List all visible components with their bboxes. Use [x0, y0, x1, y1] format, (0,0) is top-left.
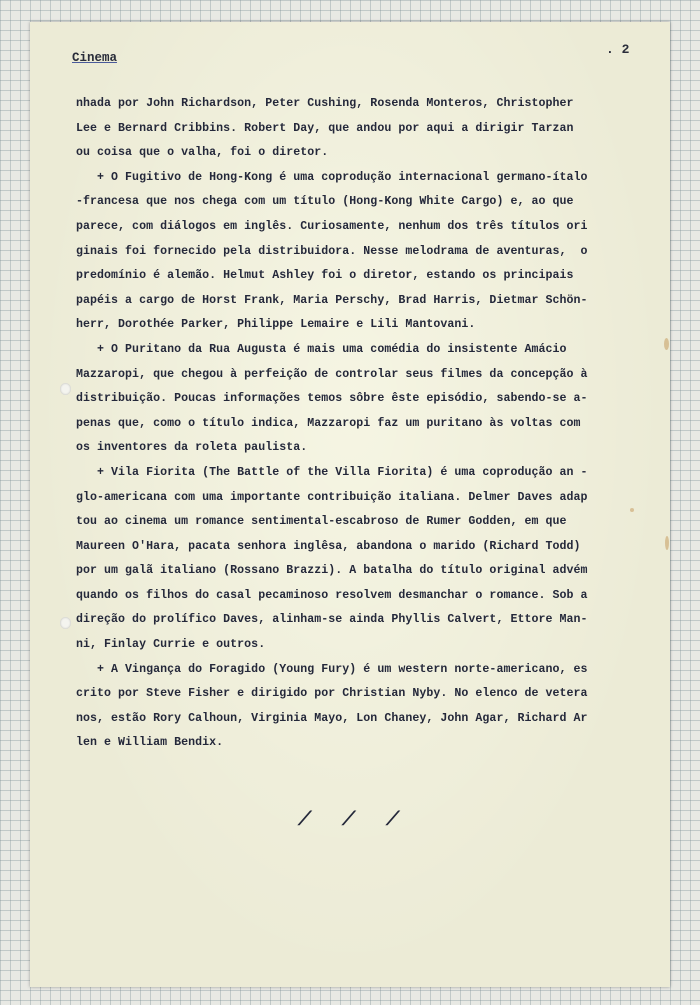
text-line: quando os filhos do casal pecaminoso resolvem desmanchar o romance. Sob a: [76, 588, 588, 602]
text-line: os inventores da roleta paulista.: [76, 441, 308, 455]
punch-hole: [60, 617, 71, 629]
page-number: . 2: [606, 42, 630, 57]
stain-mark: [665, 536, 669, 550]
text-line: direção do prolífico Daves, alinham-se ainda Phyllis Calvert, Ettore Man-: [76, 613, 588, 627]
text-line: nos, estão Rory Calhoun, Virginia Mayo, Lon Chaney, John Agar, Richard Ar: [76, 711, 588, 725]
text-line: distribuição. Poucas informações temos sôbre êste episódio, sabendo-se a-: [76, 392, 588, 406]
text-line: nhada por John Richardson, Peter Cushing, Rosenda Monteros, Christopher: [76, 97, 574, 110]
text-line: -francesa que nos chega com um título (Hong-Kong White Cargo) e, ao que: [76, 195, 574, 209]
text-line: por um galã italiano (Rossano Brazzi). A batalha do título original advém: [76, 564, 588, 578]
text-line: Mazzaropi, que chegou à perfeição de controlar seus filmes da concepção à: [76, 367, 588, 381]
text-line: glo-americana com uma importante contribuição italiana. Delmer Daves adap: [76, 490, 588, 504]
text-line: Maureen O'Hara, pacata senhora inglêsa, abandona o marido (Richard Todd): [76, 539, 581, 553]
text-line: + A Vingança do Foragido (Young Fury) é um western norte-americano, es: [76, 662, 588, 676]
punch-hole: [60, 383, 71, 395]
text-line: parece, com diálogos em inglês. Curiosamente, nenhum dos três títulos ori: [76, 219, 588, 233]
section-title: Cinema: [72, 51, 118, 65]
text-line: crito por Steve Fisher e dirigido por Christian Nyby. No elenco de vetera: [76, 687, 588, 701]
text-line: ou coisa que o valha, foi o diretor.: [76, 146, 329, 160]
text-line: len e William Bendix.: [76, 736, 224, 750]
text-line: ni, Finlay Currie e outros.: [76, 638, 266, 652]
stain-mark: [664, 338, 669, 350]
body-text: [76, 92, 646, 756]
closing-mark: / / /: [294, 809, 412, 832]
typewritten-page: [30, 22, 670, 987]
text-line: herr, Dorothée Parker, Philippe Lemaire e Lili Mantovani.: [76, 318, 476, 332]
text-line: Lee e Bernard Cribbins. Robert Day, que andou por aqui a dirigir Tarzan: [76, 121, 574, 135]
text-line: ginais foi fornecido pela distribuidora. Nesse melodrama de aventuras, o: [76, 244, 588, 258]
text-line: tou ao cinema um romance sentimental-escabroso de Rumer Godden, em que: [76, 515, 567, 529]
text-line: + O Fugitivo de Hong-Kong é uma coprodução internacional germano-ítalo: [76, 170, 588, 184]
text-line: predomínio é alemão. Helmut Ashley foi o diretor, estando os principais: [76, 269, 574, 283]
text-line: + O Puritano da Rua Augusta é mais uma comédia do insistente Amácio: [76, 342, 567, 356]
text-line: penas que, como o título indica, Mazzaropi faz um puritano às voltas com: [76, 416, 581, 430]
text-line: + Vila Fiorita (The Battle of the Villa Fiorita) é uma coprodução an -: [76, 465, 588, 479]
text-line: papéis a cargo de Horst Frank, Maria Perschy, Brad Harris, Dietmar Schön-: [76, 293, 588, 307]
